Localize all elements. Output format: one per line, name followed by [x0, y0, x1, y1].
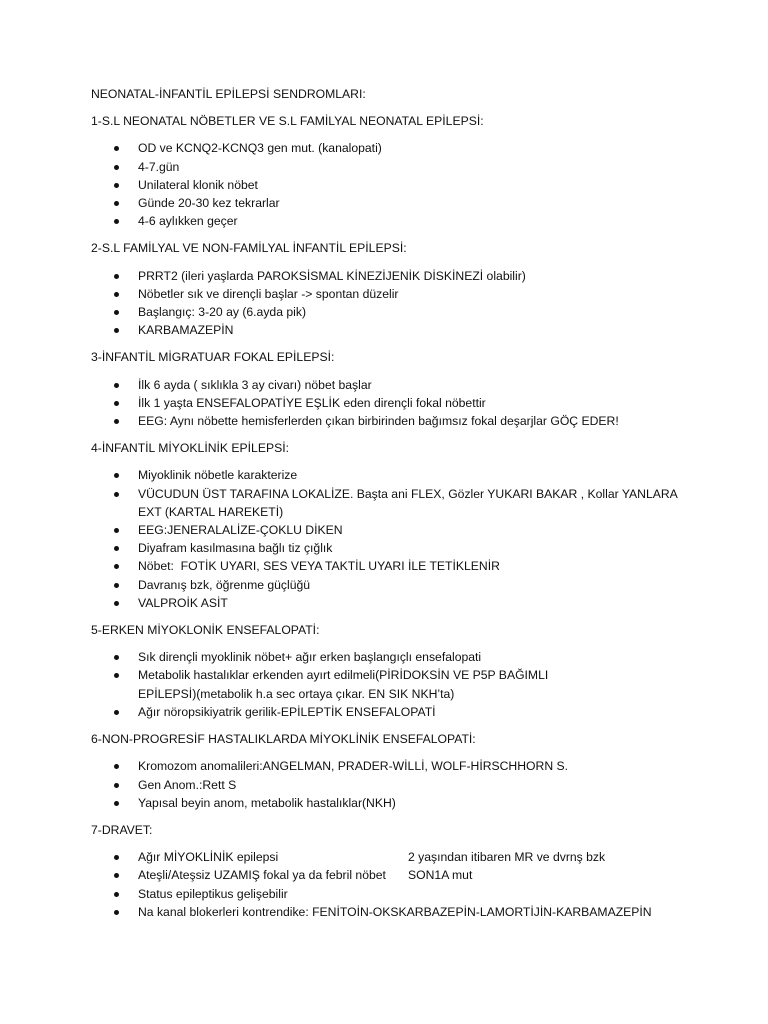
list-item: Unilateral klonik nöbet — [91, 176, 691, 194]
bullet-list — [91, 466, 691, 612]
section-heading: 7-DRAVET: — [91, 822, 153, 837]
list-item: Başlangıç: 3-20 ay (6.ayda pik) — [91, 303, 691, 321]
section-4 — [91, 439, 691, 612]
list-item: KARBAMAZEPİN — [91, 321, 691, 339]
section-heading: 1-S.L NEONATAL NÖBETLER VE S.L FAMİLYAL NEONATAL EPİLEPSİ: — [91, 114, 484, 129]
list-item: Sık dirençli myoklinik nöbet+ ağır erken başlangıçlı ensefalopati — [91, 648, 691, 666]
list-item: Ağır nöropsikiyatrik gerilik-EPİLEPTİK ENSEFALOPATİ — [91, 703, 691, 721]
list-item: Günde 20-30 kez tekrarlar — [91, 194, 691, 212]
document-body — [91, 85, 691, 930]
list-item: Gen Anom.:Rett S — [91, 776, 691, 794]
list-item: EEG:JENERALALİZE-ÇOKLU DİKEN — [91, 521, 691, 539]
list-item: Nöbetler sık ve dirençli başlar -> spontan düzelir — [91, 285, 691, 303]
list-item: Davranış bzk, öğrenme güçlüğü — [91, 576, 691, 594]
list-item: OD ve KCNQ2-KCNQ3 gen mut. (kanalopati) — [91, 139, 691, 157]
list-item: PRRT2 (ileri yaşlarda PAROKSİSMAL KİNEZİJENİK DİSKİNEZİ olabilir) — [91, 267, 691, 285]
bullet-list — [91, 757, 691, 812]
list-item: Status epileptikus gelişebilir — [91, 885, 691, 903]
list-item: EEG: Aynı nöbette hemisferlerden çıkan birbirinden bağımsız fokal deşarjlar GÖÇ EDER! — [91, 412, 691, 430]
bullet-list — [91, 139, 691, 230]
section-heading: 6-NON-PROGRESİF HASTALIKLARDA MİYOKLİNİK ENSEFALOPATİ: — [91, 732, 476, 747]
section-heading: 2-S.L FAMİLYAL VE NON-FAMİLYAL İNFANTİL EPİLEPSİ: — [91, 241, 407, 256]
list-item: VÜCUDUN ÜST TARAFINA LOKALİZE. Başta ani FLEX, Gözler YUKARI BAKAR , Kollar YANLARA EXT (KARTAL HAREKETİ) — [91, 485, 691, 521]
list-item: Ateşli/Ateşsiz UZAMIŞ fokal ya da febril nöbet SON1A mut — [91, 866, 691, 884]
section-1 — [91, 112, 691, 230]
list-item: Diyafram kasılmasına bağlı tiz çığlık — [91, 539, 691, 557]
section-heading: 3-İNFANTİL MİGRATUAR FOKAL EPİLEPSİ: — [91, 350, 335, 365]
list-item: Kromozom anomalileri:ANGELMAN, PRADER-WİLLİ, WOLF-HİRSCHHORN S. — [91, 757, 691, 775]
section-6 — [91, 730, 691, 812]
list-item: VALPROİK ASİT — [91, 594, 691, 612]
list-item: İlk 6 ayda ( sıklıkla 3 ay civarı) nöbet başlar — [91, 376, 691, 394]
section-heading: 5-ERKEN MİYOKLONİK ENSEFALOPATİ: — [91, 623, 320, 638]
bullet-list — [91, 648, 691, 721]
bullet-list — [91, 376, 691, 431]
list-item: İlk 1 yaşta ENSEFALOPATİYE EŞLİK eden dirençli fokal nöbettir — [91, 394, 691, 412]
list-item: Yapısal beyin anom, metabolik hastalıklar(NKH) — [91, 794, 691, 812]
list-item: 4-7.gün — [91, 158, 691, 176]
section-3 — [91, 348, 691, 430]
section-heading: 4-İNFANTİL MİYOKLİNİK EPİLEPSİ: — [91, 441, 289, 456]
list-item: Miyoklinik nöbetle karakterize — [91, 466, 691, 484]
list-item: Ağır MİYOKLİNİK epilepsi 2 yaşından itibaren MR ve dvrnş bzk — [91, 848, 691, 866]
list-item: 4-6 aylıkken geçer — [91, 212, 691, 230]
list-item: Nöbet: FOTİK UYARI, SES VEYA TAKTİL UYARI İLE TETİKLENİR — [91, 557, 691, 575]
section-5 — [91, 621, 691, 721]
list-item: Metabolik hastalıklar erkenden ayırt edilmeli(PİRİDOKSİN VE P5P BAĞIMLI EPİLEPSİ)(metabolik h.a sec ortaya çıkar. EN SIK NKH’ta) — [91, 666, 691, 702]
bullet-list — [91, 848, 691, 921]
list-item: Na kanal blokerleri kontrendike: FENİTOİN-OKSKARBAZEPİN-LAMORTİJİN-KARBAMAZEPİN — [91, 903, 691, 921]
section-7-dravet — [91, 821, 691, 921]
document-title: NEONATAL-İNFANTİL EPİLEPSİ SENDROMLARI: — [91, 87, 366, 101]
bullet-list — [91, 267, 691, 340]
section-2 — [91, 239, 691, 339]
